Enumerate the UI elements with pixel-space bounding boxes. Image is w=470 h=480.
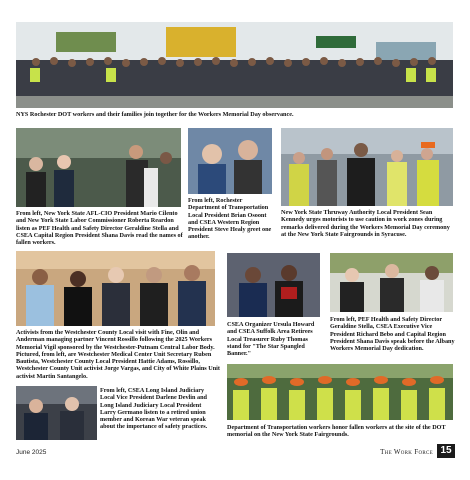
photo-dot-workers-group: [16, 22, 453, 108]
photo-long-island: [16, 386, 97, 440]
photo-westchester-group: [16, 251, 215, 326]
caption-dot-workers: NYS Rochester DOT workers and their families join together for the Workers Memorial Day observance.: [16, 111, 294, 118]
caption-dot-memorial: Department of Transportation workers honor fallen workers at the site of the DOT memorial on the New York State Fairgrounds.: [227, 424, 446, 439]
caption-westchester: Activists from the Westchester County Local visit with Fine, Olin and Anderman managing partner Vincent Rossillo following the 2025 Workers Memorial Vigil sponsored by the Westchester-Putnam Central Labor Body. Pictured, from left, are Westchester Medical Center Unit Secretary Ruben Bautista, Westchester County Local President Hattie Adams, Rossillo, Westchester County Unit activist Jorge Vargas, and City of White Plains Unit activist Martin Santangelo.: [16, 329, 220, 380]
photo-thruway-remarks: [281, 128, 453, 206]
caption-long-island: From left, CSEA Long Island Judiciary Local Vice President Darlene Devlin and Long Island Judiciary Local President Larry Germano listen to a retired union member and Korean War veteran speak about the importance of safety practices.: [100, 387, 208, 431]
footer-date: June 2025: [16, 449, 47, 456]
photo-dot-memorial: [227, 364, 453, 420]
caption-albany: From left, PEF Health and Safety Director Geraldine Stella, CSEA Executive Vice President Richard Bebo and Capital Region President Shana Davis speak before the Albany Workers Memorial Day dedication.: [330, 316, 455, 353]
photo-albany-dedication: [330, 253, 453, 312]
caption-thruway: New York State Thruway Authority Local President Sean Kennedy urges motorists to use caution in work zones during remarks delivered during the Workers Memorial Day ceremony at the New York State Fairgrounds in Syracuse.: [281, 209, 450, 238]
caption-aflcio: From left, New York State AFL-CIO President Mario Cilento and New York State Labor Commissioner Roberta Reardon listen as PEF Health and Safety Director Geraldine Stella and CSEA Capital Region President Shana Davis read the names of fallen workers.: [16, 210, 183, 247]
caption-rochester: From left, Rochester Department of Transportation Local President Brian Osoont and CSEA Western Region President Steve Healy greet one another.: [188, 197, 272, 241]
page-number: 15: [437, 444, 455, 458]
caption-suffolk: CSEA Organizer Ursula Howard and CSEA Suffolk Area Retirees Local Treasurer Ruby Thomas stand for "The Star Spangled Banner.": [227, 321, 315, 358]
footer-publication: The Work Force: [380, 448, 433, 456]
photo-suffolk-anthem: [227, 253, 320, 317]
photo-rochester-greeting: [188, 128, 272, 194]
photo-aflcio-podium: [16, 128, 181, 207]
